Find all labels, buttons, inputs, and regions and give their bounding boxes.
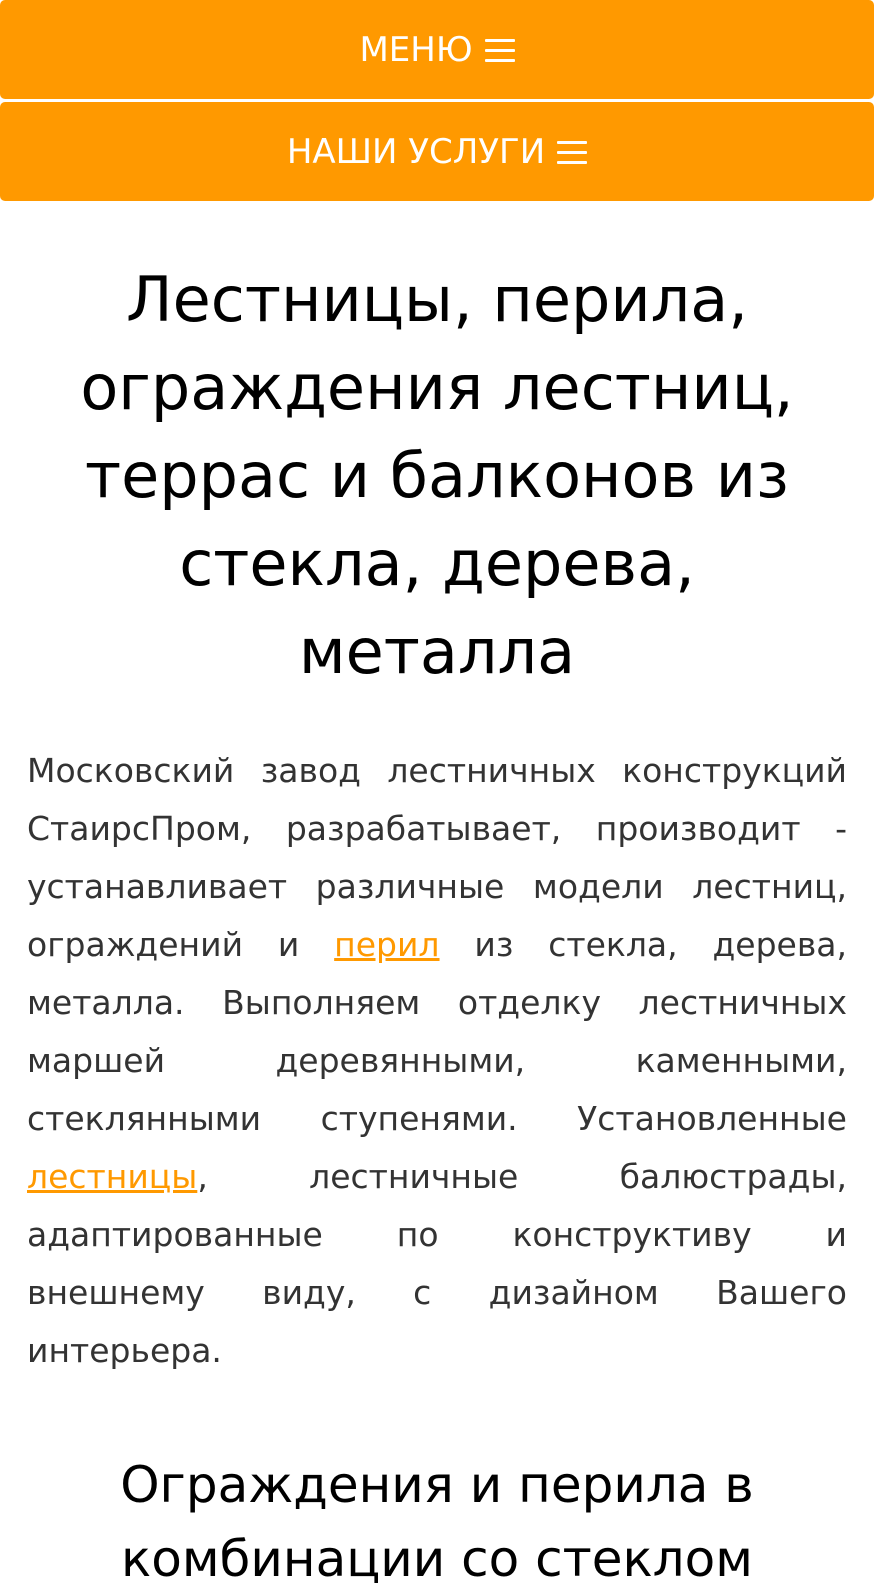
page-title: Лестницы, перила, ограждения лестниц, террас и балконов из стекла, дерева, металла	[80, 263, 794, 688]
services-menu-button[interactable]	[0, 102, 874, 201]
hamburger-icon	[485, 37, 515, 63]
intro-paragraph	[27, 742, 847, 1380]
intro-text-3: , лестничные балюстрады, адаптированные по конструктиву и внешнему виду, с дизайном Вашего интерьера.	[27, 1157, 847, 1370]
stairs-link[interactable]: лестницы	[27, 1157, 198, 1196]
hamburger-icon	[557, 139, 587, 165]
menu-label: МЕНЮ	[359, 29, 473, 70]
section-title: Ограждения и перила в комбинации со стеклом	[120, 1456, 754, 1588]
menu-button[interactable]	[0, 0, 874, 99]
intro-text-2: из стекла, дерева, металла. Выполняем отделку лестничных маршей деревянными, каменными, стеклянными ступенями. Установленные	[27, 925, 847, 1138]
intro-text-1: Московский завод лестничных конструкций СтаирсПром, разрабатывает, производит - устанавливает различные модели лестниц, ограждений и	[27, 751, 847, 964]
railings-link[interactable]: перил	[334, 925, 440, 964]
services-label: НАШИ УСЛУГИ	[286, 131, 546, 172]
